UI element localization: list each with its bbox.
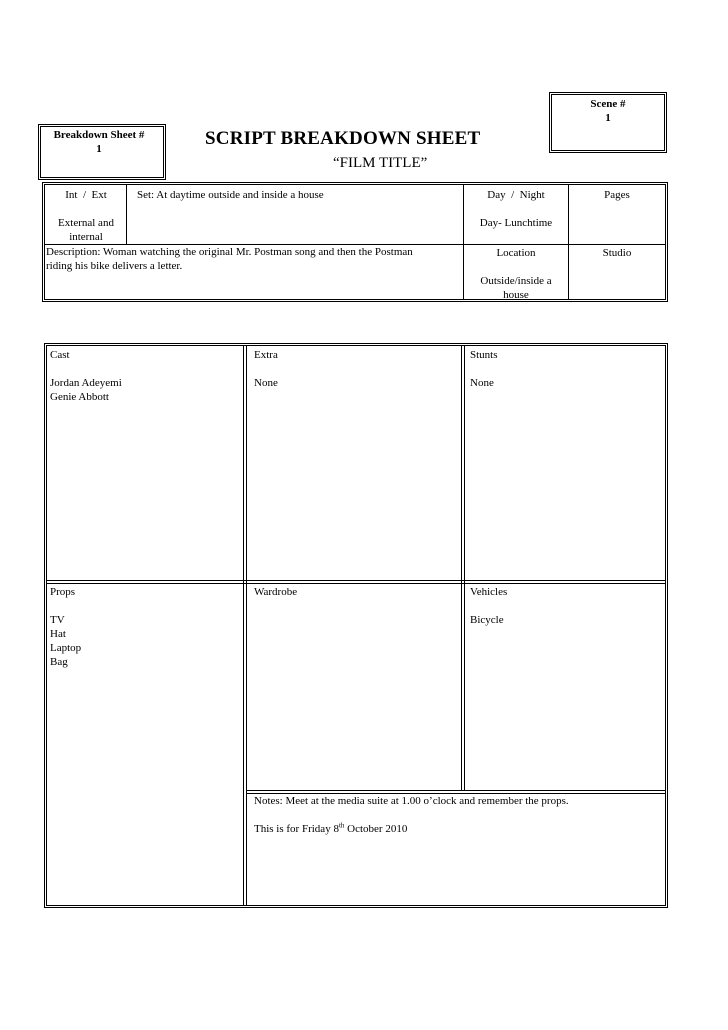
cast-section — [50, 348, 122, 404]
wardrobe-section — [254, 585, 297, 599]
notes-section — [254, 794, 659, 836]
location-value: Outside/inside a house — [480, 275, 552, 301]
props-item: Bag — [50, 656, 68, 668]
int-ext-value: External and internal — [58, 217, 114, 243]
studio-label: Studio — [602, 247, 632, 259]
breakdown-label: Breakdown Sheet # — [53, 129, 145, 141]
cast-item: Genie Abbott — [50, 391, 109, 403]
scene-number-box — [549, 92, 667, 153]
extra-label: Extra — [254, 349, 278, 361]
wardrobe-label: Wardrobe — [254, 586, 298, 598]
stunts-label: Stunts — [470, 349, 498, 361]
int-ext-label: Int / Ext — [65, 189, 107, 201]
extra-value: None — [254, 377, 278, 389]
stunts-section — [470, 348, 498, 390]
notes-line-2: This is for Friday 8th October 2010 — [254, 821, 408, 835]
breakdown-sheet-box — [38, 124, 166, 180]
scene-label: Scene # — [590, 98, 626, 110]
props-item: Hat — [50, 628, 66, 640]
pages-label: Pages — [604, 189, 630, 201]
breakdown-number: 1 — [96, 143, 102, 155]
film-title: “FILM TITLE” — [333, 155, 428, 171]
props-label: Props — [50, 586, 76, 598]
props-item: Laptop — [50, 642, 82, 654]
props-section — [50, 585, 81, 669]
location-label: Location — [496, 247, 536, 259]
vehicles-value: Bicycle — [470, 614, 504, 626]
sheet-title: SCRIPT BREAKDOWN SHEET — [205, 128, 481, 149]
set-description: Set: At daytime outside and inside a house — [137, 189, 324, 201]
cast-label: Cast — [50, 349, 70, 361]
day-night-label: Day / Night — [487, 189, 545, 201]
stunts-value: None — [470, 377, 494, 389]
cast-item: Jordan Adeyemi — [50, 377, 122, 389]
scene-number: 1 — [605, 112, 611, 124]
day-night-value: Day- Lunchtime — [479, 217, 553, 229]
vehicles-label: Vehicles — [470, 586, 508, 598]
extra-section — [254, 348, 278, 390]
vehicles-section — [470, 585, 507, 627]
notes-line-1: Notes: Meet at the media suite at 1.00 o’clock and remember the props. — [254, 795, 569, 807]
props-item: TV — [50, 614, 65, 626]
scene-description: Description: Woman watching the original Mr. Postman song and then the Postman riding his bike delivers a letter. — [46, 246, 413, 272]
